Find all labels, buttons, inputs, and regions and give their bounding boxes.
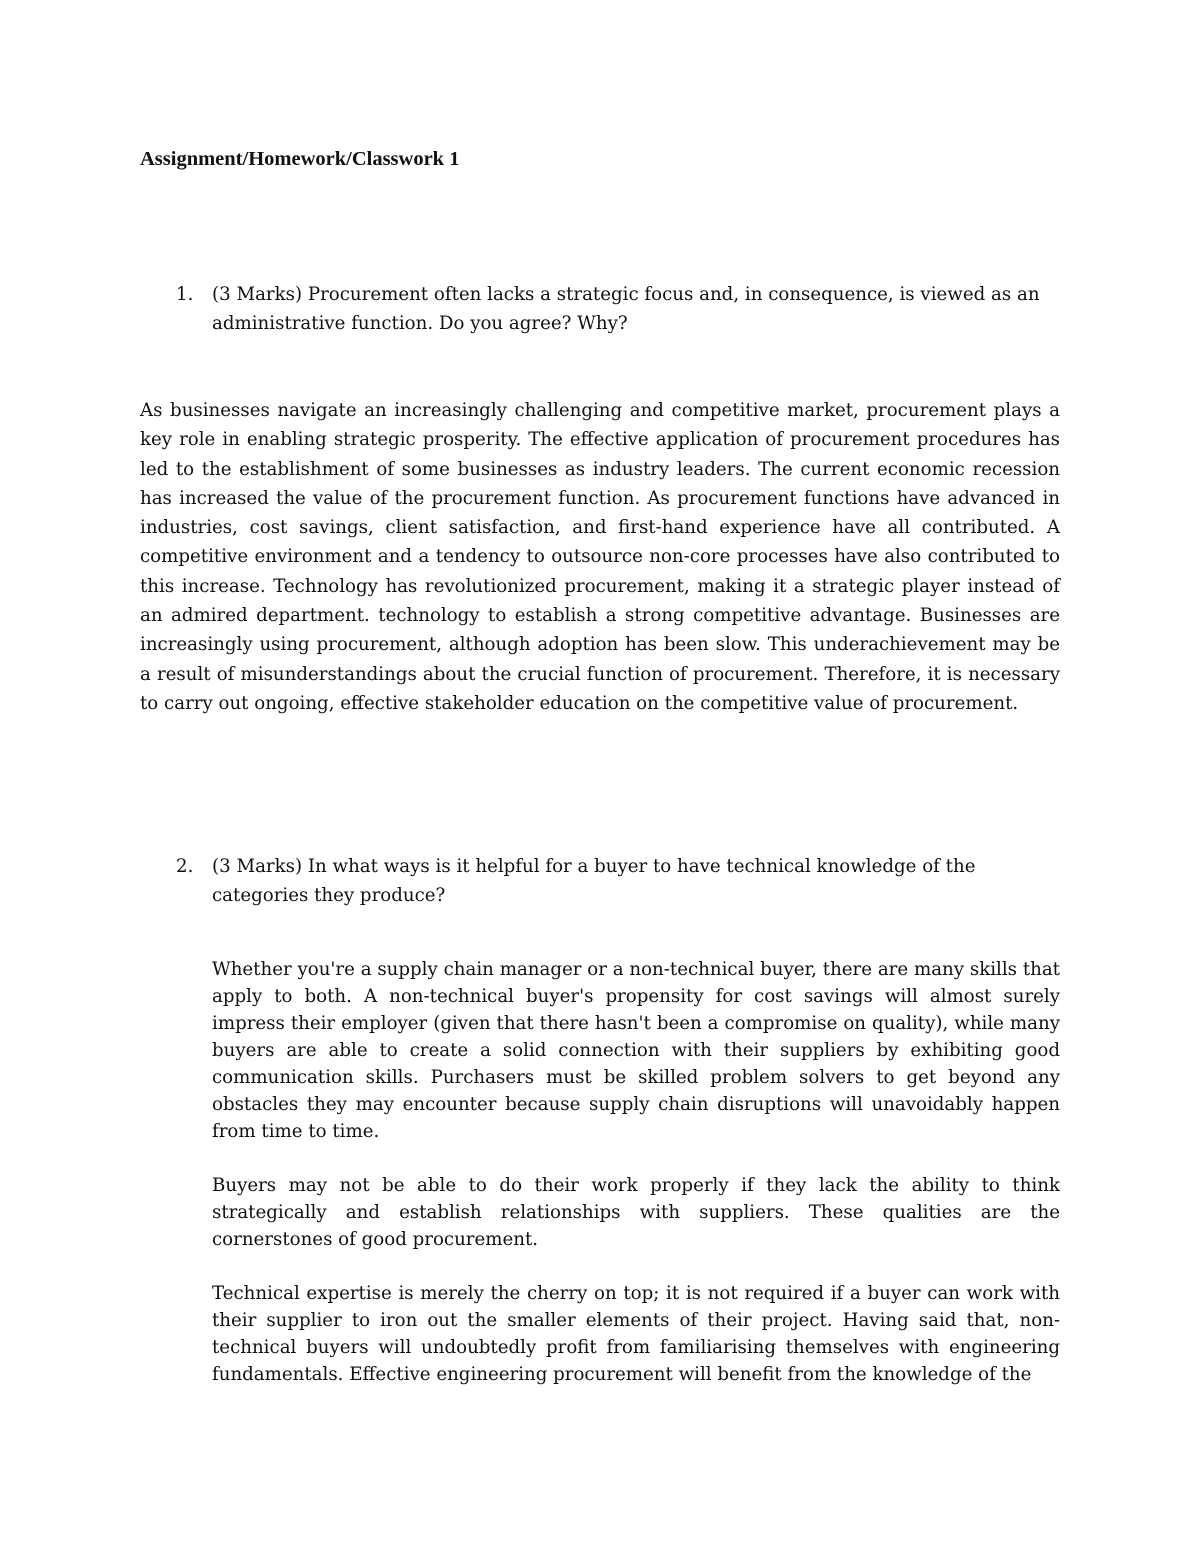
answer-2-paragraph-3: Technical expertise is merely the cherry on top; it is not required if a buyer can work with their supplier to iron out the smaller elements of their project. Having said that, non-technical buyers will undoubtedly profit from familiarising themselves with engineering fundamentals. Effective engineering procurement will benefit from the knowledge of the	[212, 1283, 1060, 1385]
document-title: Assignment/Homework/Classwork 1	[140, 148, 460, 170]
question-number: 1.	[176, 284, 194, 305]
question-2	[176, 852, 1066, 910]
answer-1-paragraph: As businesses navigate an increasingly challenging and competitive market, procurement plays a key role in enabling strategic prosperity. The effective application of procurement procedures has led to the establishment of some businesses as industry leaders. The current economic recession has increased the value of the procurement function. As procurement functions have advanced in industries, cost savings, client satisfaction, and first-hand experience have all contributed. A competitive environment and a tendency to outsource non-core processes have also contributed to this increase. Technology has revolutionized procurement, making it a strategic player instead of an admired department. technology to establish a strong competitive advantage. Businesses are increasingly using procurement, although adoption has been slow. This underachievement may be a result of misunderstandings about the crucial function of procurement. Therefore, it is necessary to carry out ongoing, effective stakeholder education on the competitive value of procurement.	[140, 400, 1060, 714]
question-text: (3 Marks) In what ways is it helpful for a buyer to have technical knowledge of the categories they produce?	[212, 856, 976, 906]
question-number: 2.	[176, 856, 194, 877]
question-1	[176, 280, 1066, 338]
answer-2-paragraph-1: Whether you're a supply chain manager or a non-technical buyer, there are many skills that apply to both. A non-technical buyer's propensity for cost savings will almost surely impress their employer (given that there hasn't been a compromise on quality), while many buyers are able to create a solid connection with their suppliers by exhibiting good communication skills. Purchasers must be skilled problem solvers to get beyond any obstacles they may encounter because supply chain disruptions will unavoidably happen from time to time.	[212, 959, 1060, 1142]
question-text: (3 Marks) Procurement often lacks a strategic focus and, in consequence, is viewed as an administrative function. Do you agree? Why?	[212, 284, 1040, 334]
answer-2-paragraph-2: Buyers may not be able to do their work properly if they lack the ability to think strategically and establish relationships with suppliers. These qualities are the cornerstones of good procurement.	[212, 1175, 1060, 1250]
